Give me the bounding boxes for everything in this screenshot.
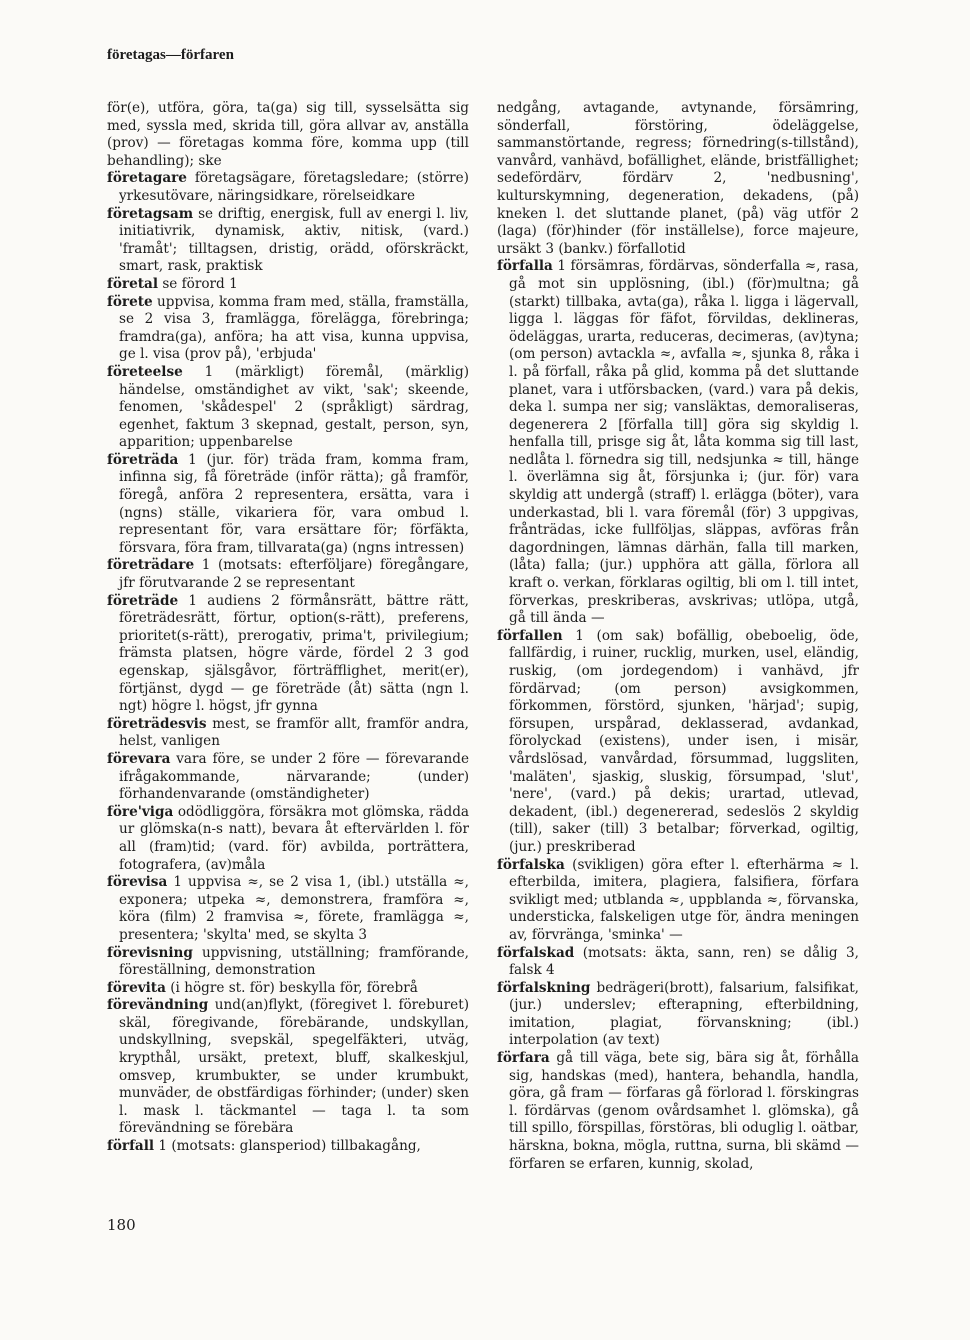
entry-headword: förevisa [107, 874, 168, 891]
dictionary-entry [497, 945, 859, 980]
entry-headword: företagare [107, 170, 187, 187]
entry-text: 1 uppvisa ≈, se 2 visa 1, (ibl.) utställa ≈, exponera; utpeka ≈, demonstrera, framföra ≈, köra (film) 2 framvisa ≈, förete, framlägga ≈, presentera; 'skylta' med, se skylta 3 [119, 874, 469, 943]
entry-headword: före'viga [107, 803, 174, 820]
entry-headword: företal [107, 275, 158, 292]
entry-headword: företräda [107, 451, 179, 468]
dictionary-entry [107, 997, 469, 1138]
dictionary-entry [497, 1050, 859, 1173]
entry-headword: förfalla [497, 258, 553, 275]
dictionary-entry [107, 452, 469, 558]
page-number: 180 [107, 1216, 136, 1234]
entry-headword: förevisning [107, 944, 193, 961]
entry-headword: förfalskning [497, 979, 591, 996]
entry-text: se driftig, energisk, full av energi l. liv, initiativrik, dynamisk, aktiv, nitisk, (vard.) 'framåt'; tilltagsen, dristig, orädd, oförskräckt, smart, rask, praktisk [119, 205, 470, 275]
entry-headword: förevändning [107, 997, 209, 1014]
dictionary-entry [107, 593, 469, 716]
entry-text: 1 audiens 2 förmånsrätt, bättre rätt, företrädesrätt, förtur, option(s-rätt), preferens, prioritet(s-rätt), prerogativ, prima't, privilegium; främsta platsen, högre värde, fördel 2 3 god egenskap, själsgåvor, förträfflighet, merit(er), förtjänst, dygd — ge företräde (åt) sätta (ngn l. ngt) högre l. högst, jfr gynna [119, 592, 469, 715]
entry-headword: förevara [107, 750, 171, 767]
entry-text: bedrägeri(brott), falsarium, falsifikat, (jur.) underslev; efterapning, efterbildning, imitation, plagiat, förvanskning; (ibl.) interpolation (av text) [509, 979, 859, 1049]
dictionary-entry [107, 294, 469, 364]
dictionary-entry [107, 206, 469, 276]
entry-text: 1 (jur. för) träda fram, komma fram, infinna sig, få företräde (inför rätta); gå framför, föregå, anföra 2 representera, ersätta, vara i (ngns) ställe, vikariera för, vara ombud l. representant för, vara ersättare för; förfäkta, försvara, föra fram, tillvaratа(ga) (ngns intressen) [119, 451, 469, 556]
page-header: företagas—förfaren [107, 47, 234, 63]
dictionary-entry [107, 100, 469, 170]
entry-text: odödliggöra, försäkra mot glömska, rädda ur glömska(n-s natt), bevara åt eftervärlden l. för all (fram)tid; (vard. för) avbilda, porträttera, fotografera, (av)måla [119, 803, 469, 873]
dictionary-entry [107, 716, 469, 751]
entry-text: företagsägare, företagsledare; (större) yrkesutövare, näringsidkare, rörelseidkare [119, 170, 469, 204]
dictionary-entry [497, 628, 859, 857]
entry-text: uppvisa, komma fram med, ställa, framställa, se 2 visa 3, framlägga, förelägga, förebringa; framdra(ga), anföra; ha att visa, kunna uppvisa, ge l. visa (prov på), 'erbjuda' [119, 293, 469, 363]
entry-headword: företagsam [107, 205, 194, 222]
dictionary-entry [107, 804, 469, 874]
entry-headword: förete [107, 293, 153, 310]
entry-headword: företräde [107, 592, 179, 609]
entry-headword: förfara [497, 1050, 550, 1067]
entry-headword: förfallen [497, 627, 563, 644]
entry-text: 1 (motsats: glansperiod) tillbakagång, [158, 1138, 421, 1155]
entry-text: 1 (om sak) bofällig, obeboelig, öde, fallfärdig, i ruiner, rucklig, murken, usel, eländig, ruskig, (om jordegendom) i vanhävd, jfr fördärvad; (om person) avsigkommen, förkommen, förstörd, sjunken, 'härjad'; supig, försupen, urspårad, deklasserad, avdankad, förolyckad (existens), under isen, i misär, vårdslösad, vanvårdad, försummad, luggsliten, 'maläten', sjaskig, sluskig, försumpad, 'slut', 'nere', (vard.) på dekis; urartad, utlevad, dekadent, (ibl.) degenererad, sedeslös 2 skyldig (till), saker (till) 3 betalbar; förverkad, ogiltig, (jur.) preskriberad [509, 627, 859, 855]
entry-text: se förord 1 [162, 275, 238, 292]
entry-text: (i högre st. för) beskylla för, förebrå [170, 979, 418, 996]
dictionary-entry [107, 557, 469, 592]
dictionary-entry [107, 1138, 469, 1156]
dictionary-entry [497, 100, 859, 258]
entry-headword: företrädesvis [107, 715, 207, 732]
entry-text: (svikligen) göra efter l. efterhärma ≈ l. efterbilda, imitera, plagiera, falsifiera, förfara svikligt med; utblanda ≈, uppblanda ≈, förvanska, understicka, falskeligen utge för, ändra meningen av, förvränga, 'sminka' — [509, 856, 860, 943]
dictionary-entry [107, 980, 469, 998]
entry-text: 1 (motsats: efterföljare) föregångare, jfr förutvarande 2 se representant [119, 557, 469, 592]
dictionary-entry [107, 874, 469, 944]
entry-text: und(an)flykt, (föregivet l. föreburet) skäl, föregivande, förebärande, undskyllan, undskyllning, svepskäl, spegelfäkteri, utväg, krypthål, ursäkt, pretext, bluff, skalkeskjul, omsvep, krumbukter, se under krumbukt, munväder, de obstfärdigas förhinder; (under) sken l. mask l. täckmantel — taga l. ta som förevändning se förebära [119, 997, 469, 1137]
entry-headword: företeelse [107, 363, 183, 380]
entry-text: gå till väga, bete sig, bära sig åt, förhålla sig, handskas (med), hantera, behandla, handla, göra, gå fram — förfaras gå förlorad l. förskingras l. fördärvas (genom ovårdsamhet l. glömska), gå till spillo, förspillas, förstöras, bli oduglig l. oätbar, härskna, bokna, mögla, ruttna, surna, bli skämd — förfaren se erfaren, kunnig, skolad, [509, 1050, 859, 1172]
entry-headword: förfall [107, 1138, 155, 1155]
entry-text: (motsats: äkta, sann, ren) se dålig 3, falsk 4 [509, 944, 859, 979]
entry-headword: förevita [107, 979, 166, 996]
entry-text: 1 (märkligt) föremål, (märklig) händelse, omständighet av vikt, 'sak'; skeende, fenomen, 'skådespel' 2 (språkligt) särdrag, egenhet, faktum 3 skepnad, gestalt, person, syn, apparition; uppenbarelse [119, 363, 469, 451]
dictionary-entry [107, 751, 469, 804]
right-column [497, 100, 859, 1173]
dictionary-entry [107, 276, 469, 294]
dictionary-entry [107, 945, 469, 980]
dictionary-entry [497, 857, 859, 945]
entry-text: mest, se framför allt, framför andra, helst, vanligen [119, 715, 469, 750]
dictionary-entry [497, 980, 859, 1050]
entry-text: för(e), utföra, göra, ta(ga) sig till, sysselsätta sig med, syssla med, skrida till, göra allvar av, anställa (prov) — företagas komma före, komma upp (till behandling); ske [107, 100, 469, 169]
entry-headword: förfalskad [497, 944, 575, 961]
entry-text: 1 försämras, fördärvas, sönderfalla ≈, rasa, gå mot sin upplösning, (ibl.) (för)multna; gå (starkt) tillbaka, avta(ga), råka l. ligga i lägervall, ligga l. läggas för fäfot, förvildas, deklineras, ödeläggas, urarta, reduceras, decimeras, (av)tyna; (om person) avtackla ≈, avfalla ≈, sjunka 8, råka i l. på förfall, råka på glid, komma på det sluttande planet, vara i utförsbacken, (vard.) vara på dekis, deka l. sumpa ner sig; vansläktas, demoraliseras, degenerera 2 [förfalla till] göra sig skyldig l. henfalla till, prisge sig åt, låta komma sig till last, nedlåta l. förnedra sig till, nedsjunka ≈ till, hänge l. överlämna sig åt, försjunka i; (jur. för) vara skyldig att undergå (straff) l. erlägga (böter), vara underkastad, bli l. vara föremål (för) 3 uppgivas, frånträdas, icke fullföljas, släppas, avföras från dagordningen, lämnas därhän, falla till marken, (låta) falla; (jur.) upphöra att gälla, förlora all kraft o. verkan, förklaras ogiltig, bli om l. till intet, förverkas, preskriberas, avskrivas; utlöpa, utgå, gå till ända — [509, 258, 859, 627]
entry-text: nedgång, avtagande, avtynande, försämring, sönderfall, förstöring, ödeläggelse, sammanstörtande, regress; förnedring(s-tillstånd), vanvård, vanhävd, bofällighet, elände, bristfällighet; sedefördärv, fördärv 2, 'nedbusning', kulturskymning, degeneration, dekadens, (på) kneken l. det sluttande planet, (på) väg utför 2 (laga) (för)hinder (för inställelse), force majeure, ursäkt 3 (bankv.) förfallotid [497, 100, 859, 257]
dictionary-entry [107, 170, 469, 205]
entry-text: vara före, se under 2 före — förevarande ifrågakommande, närvarande; (under) förhandenvarande (omständigheter) [119, 750, 469, 803]
entry-text: uppvisning, utställning; framförande, föreställning, demonstration [119, 944, 469, 979]
dictionary-entry [497, 258, 859, 627]
entry-headword: företrädare [107, 557, 195, 574]
entry-headword: förfalska [497, 856, 565, 873]
left-column [107, 100, 469, 1156]
dictionary-entry [107, 364, 469, 452]
